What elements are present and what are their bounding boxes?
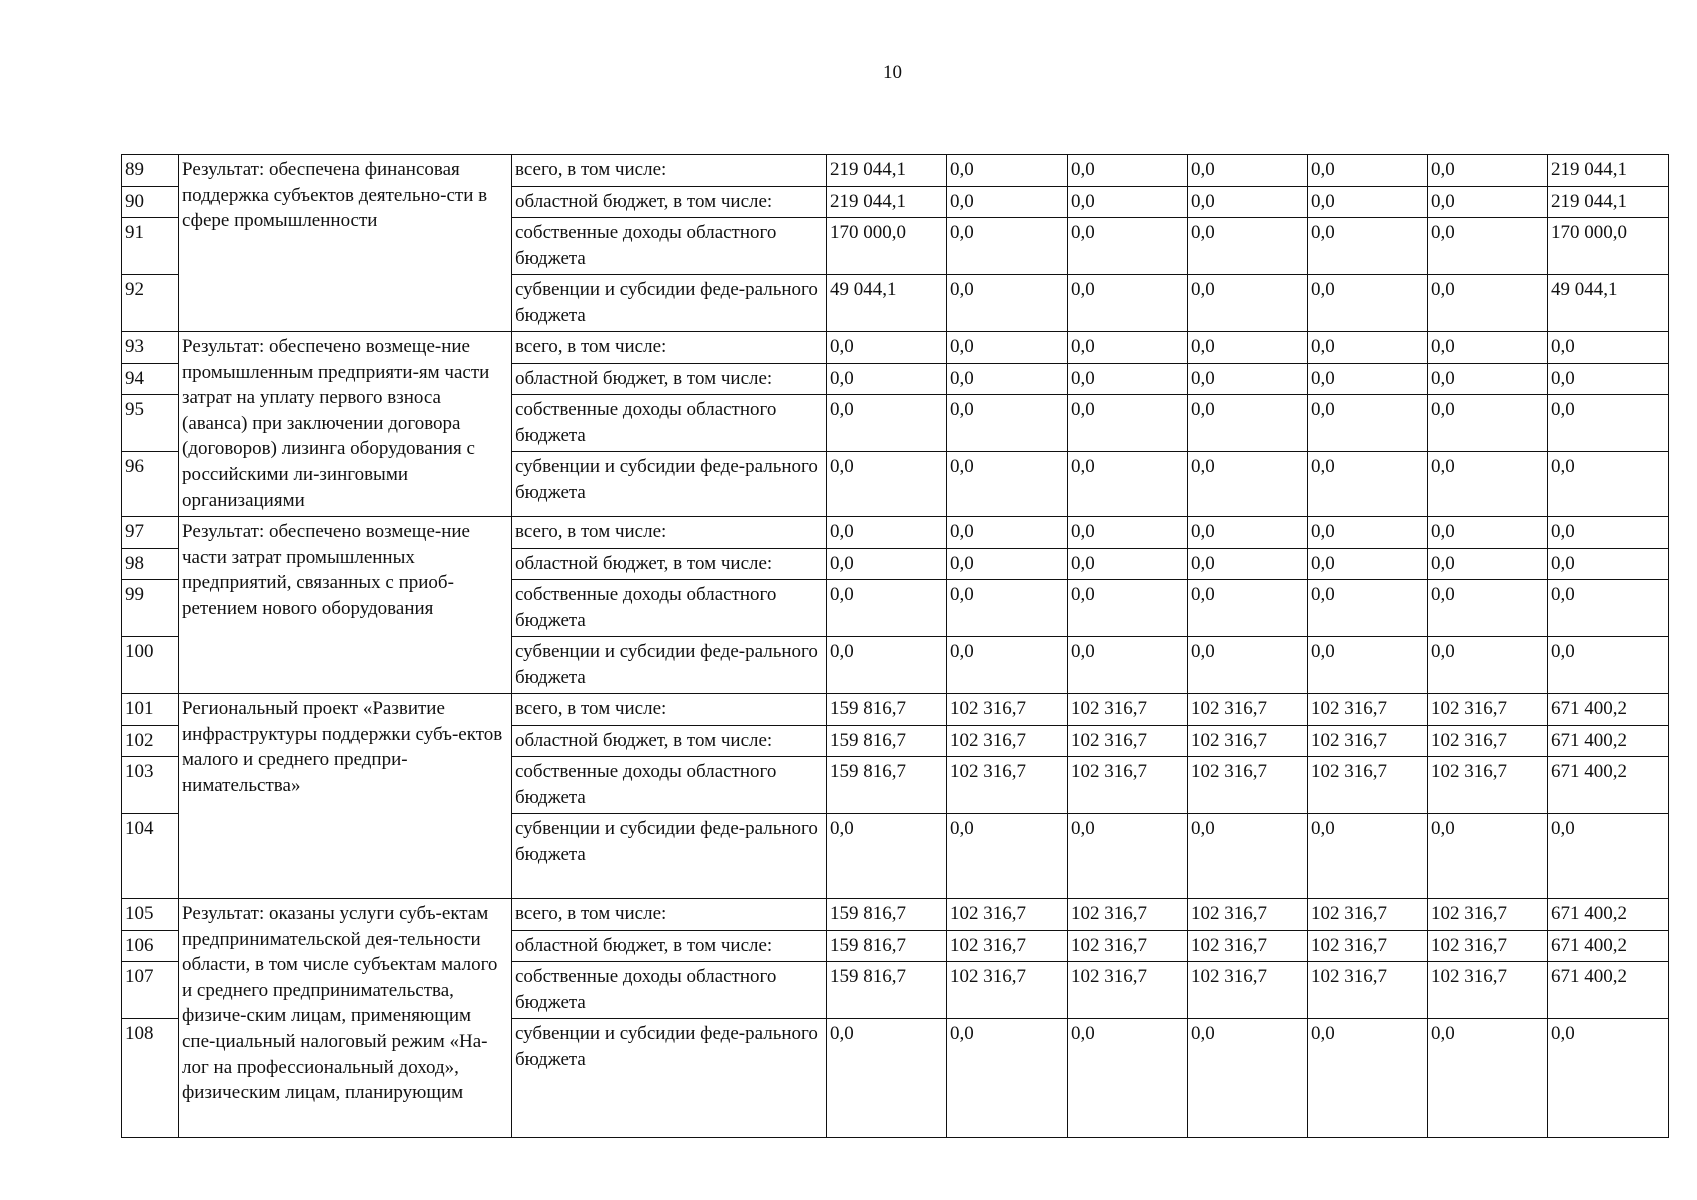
amount-cell: 219 044,1 bbox=[827, 155, 947, 187]
amount-cell: 102 316,7 bbox=[1188, 962, 1308, 1019]
amount-cell: 0,0 bbox=[827, 1019, 947, 1138]
amount-cell: 0,0 bbox=[947, 549, 1068, 580]
amount-cell: 102 316,7 bbox=[947, 757, 1068, 814]
amount-cell: 0,0 bbox=[1428, 218, 1548, 275]
amount-cell: 0,0 bbox=[1308, 364, 1428, 395]
amount-cell: 0,0 bbox=[1548, 814, 1669, 899]
table-row bbox=[122, 332, 1669, 364]
amount-cell: 102 316,7 bbox=[1068, 694, 1188, 726]
budget-table bbox=[121, 154, 1669, 1138]
amount-cell: 170 000,0 bbox=[1548, 218, 1669, 275]
amount-cell: 0,0 bbox=[1548, 549, 1669, 580]
amount-cell: 0,0 bbox=[947, 1019, 1068, 1138]
amount-cell: 0,0 bbox=[1068, 549, 1188, 580]
funding-source: собственные доходы областного бюджета bbox=[512, 580, 827, 637]
amount-cell: 219 044,1 bbox=[827, 187, 947, 218]
amount-cell: 0,0 bbox=[1188, 814, 1308, 899]
amount-cell: 0,0 bbox=[1188, 452, 1308, 517]
row-number: 106 bbox=[122, 931, 179, 962]
amount-cell: 0,0 bbox=[1188, 275, 1308, 332]
amount-cell: 102 316,7 bbox=[1188, 757, 1308, 814]
table-row bbox=[122, 899, 1669, 931]
amount-cell: 219 044,1 bbox=[1548, 155, 1669, 187]
amount-cell: 0,0 bbox=[827, 814, 947, 899]
amount-cell: 671 400,2 bbox=[1548, 757, 1669, 814]
amount-cell: 102 316,7 bbox=[1068, 726, 1188, 757]
amount-cell: 0,0 bbox=[1308, 155, 1428, 187]
amount-cell: 102 316,7 bbox=[1428, 931, 1548, 962]
funding-source: субвенции и субсидии феде-рального бюджета bbox=[512, 637, 827, 694]
amount-cell: 0,0 bbox=[1068, 517, 1188, 549]
amount-cell: 0,0 bbox=[1188, 218, 1308, 275]
amount-cell: 0,0 bbox=[827, 452, 947, 517]
funding-source: собственные доходы областного бюджета bbox=[512, 962, 827, 1019]
amount-cell: 0,0 bbox=[1428, 1019, 1548, 1138]
amount-cell: 0,0 bbox=[1308, 637, 1428, 694]
amount-cell: 0,0 bbox=[1188, 395, 1308, 452]
amount-cell: 102 316,7 bbox=[947, 726, 1068, 757]
amount-cell: 0,0 bbox=[947, 580, 1068, 637]
amount-cell: 0,0 bbox=[1188, 549, 1308, 580]
amount-cell: 159 816,7 bbox=[827, 726, 947, 757]
funding-source: субвенции и субсидии феде-рального бюджета bbox=[512, 452, 827, 517]
amount-cell: 0,0 bbox=[1548, 332, 1669, 364]
amount-cell: 0,0 bbox=[947, 275, 1068, 332]
amount-cell: 219 044,1 bbox=[1548, 187, 1669, 218]
amount-cell: 671 400,2 bbox=[1548, 694, 1669, 726]
amount-cell: 0,0 bbox=[947, 517, 1068, 549]
amount-cell: 102 316,7 bbox=[1428, 899, 1548, 931]
row-number: 107 bbox=[122, 962, 179, 1019]
funding-source: областной бюджет, в том числе: bbox=[512, 726, 827, 757]
row-number: 100 bbox=[122, 637, 179, 694]
amount-cell: 159 816,7 bbox=[827, 899, 947, 931]
result-description: Региональный проект «Развитие инфраструктуры поддержки субъ-ектов малого и среднего предпри-нимательства» bbox=[179, 694, 512, 899]
amount-cell: 102 316,7 bbox=[1308, 899, 1428, 931]
amount-cell: 0,0 bbox=[1548, 637, 1669, 694]
amount-cell: 0,0 bbox=[1428, 364, 1548, 395]
amount-cell: 0,0 bbox=[1188, 517, 1308, 549]
row-number: 103 bbox=[122, 757, 179, 814]
amount-cell: 0,0 bbox=[947, 814, 1068, 899]
row-number: 102 bbox=[122, 726, 179, 757]
amount-cell: 102 316,7 bbox=[1068, 899, 1188, 931]
amount-cell: 0,0 bbox=[1428, 637, 1548, 694]
amount-cell: 0,0 bbox=[1188, 364, 1308, 395]
amount-cell: 0,0 bbox=[1548, 517, 1669, 549]
amount-cell: 0,0 bbox=[1068, 637, 1188, 694]
amount-cell: 0,0 bbox=[1428, 332, 1548, 364]
amount-cell: 0,0 bbox=[1188, 637, 1308, 694]
amount-cell: 0,0 bbox=[1068, 1019, 1188, 1138]
amount-cell: 0,0 bbox=[1308, 517, 1428, 549]
amount-cell: 0,0 bbox=[947, 637, 1068, 694]
result-description: Результат: обеспечена финансовая поддержка субъектов деятельно-сти в сфере промышленности bbox=[179, 155, 512, 332]
funding-source: субвенции и субсидии феде-рального бюджета bbox=[512, 1019, 827, 1138]
amount-cell: 0,0 bbox=[1308, 580, 1428, 637]
funding-source: всего, в том числе: bbox=[512, 899, 827, 931]
amount-cell: 0,0 bbox=[1428, 580, 1548, 637]
amount-cell: 0,0 bbox=[1068, 187, 1188, 218]
amount-cell: 0,0 bbox=[1308, 218, 1428, 275]
funding-source: всего, в том числе: bbox=[512, 517, 827, 549]
amount-cell: 0,0 bbox=[1068, 452, 1188, 517]
amount-cell: 0,0 bbox=[1308, 1019, 1428, 1138]
amount-cell: 102 316,7 bbox=[1188, 726, 1308, 757]
row-number: 92 bbox=[122, 275, 179, 332]
amount-cell: 102 316,7 bbox=[947, 931, 1068, 962]
row-number: 91 bbox=[122, 218, 179, 275]
funding-source: областной бюджет, в том числе: bbox=[512, 187, 827, 218]
amount-cell: 102 316,7 bbox=[1188, 931, 1308, 962]
amount-cell: 0,0 bbox=[827, 517, 947, 549]
amount-cell: 49 044,1 bbox=[1548, 275, 1669, 332]
row-number: 108 bbox=[122, 1019, 179, 1138]
result-description: Результат: обеспечено возмеще-ние промышленным предприяти-ям части затрат на уплату первого взноса (аванса) при заключении договора (договоров) лизинга оборудования с российскими ли-зинговыми организациями bbox=[179, 332, 512, 517]
amount-cell: 0,0 bbox=[1548, 364, 1669, 395]
amount-cell: 102 316,7 bbox=[1308, 726, 1428, 757]
amount-cell: 0,0 bbox=[1548, 580, 1669, 637]
row-number: 101 bbox=[122, 694, 179, 726]
amount-cell: 0,0 bbox=[827, 580, 947, 637]
amount-cell: 102 316,7 bbox=[1308, 757, 1428, 814]
amount-cell: 170 000,0 bbox=[827, 218, 947, 275]
row-number: 97 bbox=[122, 517, 179, 549]
row-number: 95 bbox=[122, 395, 179, 452]
amount-cell: 0,0 bbox=[1548, 1019, 1669, 1138]
amount-cell: 0,0 bbox=[1308, 395, 1428, 452]
amount-cell: 159 816,7 bbox=[827, 757, 947, 814]
amount-cell: 0,0 bbox=[1428, 187, 1548, 218]
page-number: 10 bbox=[883, 62, 902, 83]
amount-cell: 671 400,2 bbox=[1548, 962, 1669, 1019]
table-body bbox=[122, 155, 1669, 1138]
amount-cell: 0,0 bbox=[1308, 332, 1428, 364]
amount-cell: 102 316,7 bbox=[1068, 931, 1188, 962]
amount-cell: 0,0 bbox=[1188, 155, 1308, 187]
funding-source: всего, в том числе: bbox=[512, 332, 827, 364]
amount-cell: 0,0 bbox=[1188, 1019, 1308, 1138]
amount-cell: 0,0 bbox=[827, 364, 947, 395]
amount-cell: 102 316,7 bbox=[1428, 962, 1548, 1019]
amount-cell: 0,0 bbox=[1068, 155, 1188, 187]
row-number: 104 bbox=[122, 814, 179, 899]
amount-cell: 0,0 bbox=[947, 452, 1068, 517]
amount-cell: 102 316,7 bbox=[1428, 726, 1548, 757]
table-row bbox=[122, 517, 1669, 549]
amount-cell: 0,0 bbox=[1188, 332, 1308, 364]
row-number: 96 bbox=[122, 452, 179, 517]
row-number: 94 bbox=[122, 364, 179, 395]
amount-cell: 102 316,7 bbox=[947, 899, 1068, 931]
amount-cell: 102 316,7 bbox=[1188, 899, 1308, 931]
amount-cell: 0,0 bbox=[947, 187, 1068, 218]
amount-cell: 0,0 bbox=[1308, 275, 1428, 332]
amount-cell: 671 400,2 bbox=[1548, 899, 1669, 931]
amount-cell: 159 816,7 bbox=[827, 694, 947, 726]
row-number: 98 bbox=[122, 549, 179, 580]
amount-cell: 0,0 bbox=[1068, 275, 1188, 332]
funding-source: всего, в том числе: bbox=[512, 155, 827, 187]
amount-cell: 0,0 bbox=[1188, 580, 1308, 637]
amount-cell: 0,0 bbox=[1308, 187, 1428, 218]
table-row bbox=[122, 155, 1669, 187]
amount-cell: 0,0 bbox=[1068, 814, 1188, 899]
amount-cell: 102 316,7 bbox=[1308, 962, 1428, 1019]
amount-cell: 0,0 bbox=[1428, 395, 1548, 452]
amount-cell: 0,0 bbox=[1428, 275, 1548, 332]
funding-source: собственные доходы областного бюджета bbox=[512, 218, 827, 275]
amount-cell: 0,0 bbox=[1068, 364, 1188, 395]
amount-cell: 0,0 bbox=[947, 364, 1068, 395]
amount-cell: 0,0 bbox=[827, 637, 947, 694]
amount-cell: 0,0 bbox=[1428, 155, 1548, 187]
amount-cell: 671 400,2 bbox=[1548, 726, 1669, 757]
amount-cell: 0,0 bbox=[1068, 218, 1188, 275]
amount-cell: 102 316,7 bbox=[947, 694, 1068, 726]
amount-cell: 0,0 bbox=[1548, 395, 1669, 452]
funding-source: всего, в том числе: bbox=[512, 694, 827, 726]
amount-cell: 0,0 bbox=[1068, 580, 1188, 637]
amount-cell: 0,0 bbox=[827, 395, 947, 452]
amount-cell: 0,0 bbox=[947, 218, 1068, 275]
amount-cell: 0,0 bbox=[947, 332, 1068, 364]
amount-cell: 0,0 bbox=[1068, 395, 1188, 452]
row-number: 90 bbox=[122, 187, 179, 218]
amount-cell: 0,0 bbox=[1188, 187, 1308, 218]
funding-source: собственные доходы областного бюджета bbox=[512, 757, 827, 814]
amount-cell: 159 816,7 bbox=[827, 962, 947, 1019]
funding-source: субвенции и субсидии феде-рального бюджета bbox=[512, 814, 827, 899]
amount-cell: 102 316,7 bbox=[1428, 757, 1548, 814]
amount-cell: 0,0 bbox=[1308, 814, 1428, 899]
amount-cell: 0,0 bbox=[827, 549, 947, 580]
row-number: 89 bbox=[122, 155, 179, 187]
amount-cell: 0,0 bbox=[1428, 517, 1548, 549]
row-number: 99 bbox=[122, 580, 179, 637]
result-description: Результат: обеспечено возмеще-ние части затрат промышленных предприятий, связанных с приоб-ретением нового оборудования bbox=[179, 517, 512, 694]
row-number: 93 bbox=[122, 332, 179, 364]
amount-cell: 102 316,7 bbox=[1068, 757, 1188, 814]
result-description: Результат: оказаны услуги субъ-ектам предпринимательской дея-тельности области, в том числе субъектам малого и среднего предпринимательства, физиче-ским лицам, применяющим спе-циальный налоговый режим «На-лог на профессиональный доход», физическим лицам, планирующим bbox=[179, 899, 512, 1138]
amount-cell: 102 316,7 bbox=[1068, 962, 1188, 1019]
amount-cell: 0,0 bbox=[1428, 549, 1548, 580]
amount-cell: 0,0 bbox=[1428, 452, 1548, 517]
amount-cell: 159 816,7 bbox=[827, 931, 947, 962]
amount-cell: 0,0 bbox=[1308, 549, 1428, 580]
funding-source: областной бюджет, в том числе: bbox=[512, 364, 827, 395]
amount-cell: 0,0 bbox=[947, 155, 1068, 187]
amount-cell: 0,0 bbox=[1068, 332, 1188, 364]
amount-cell: 0,0 bbox=[827, 332, 947, 364]
funding-source: областной бюджет, в том числе: bbox=[512, 931, 827, 962]
amount-cell: 102 316,7 bbox=[1428, 694, 1548, 726]
row-number: 105 bbox=[122, 899, 179, 931]
amount-cell: 102 316,7 bbox=[1188, 694, 1308, 726]
funding-source: областной бюджет, в том числе: bbox=[512, 549, 827, 580]
table-row bbox=[122, 694, 1669, 726]
funding-source: собственные доходы областного бюджета bbox=[512, 395, 827, 452]
amount-cell: 0,0 bbox=[1308, 452, 1428, 517]
funding-source: субвенции и субсидии феде-рального бюджета bbox=[512, 275, 827, 332]
amount-cell: 0,0 bbox=[1428, 814, 1548, 899]
amount-cell: 102 316,7 bbox=[1308, 694, 1428, 726]
amount-cell: 671 400,2 bbox=[1548, 931, 1669, 962]
amount-cell: 102 316,7 bbox=[947, 962, 1068, 1019]
amount-cell: 49 044,1 bbox=[827, 275, 947, 332]
amount-cell: 0,0 bbox=[1548, 452, 1669, 517]
amount-cell: 102 316,7 bbox=[1308, 931, 1428, 962]
amount-cell: 0,0 bbox=[947, 395, 1068, 452]
